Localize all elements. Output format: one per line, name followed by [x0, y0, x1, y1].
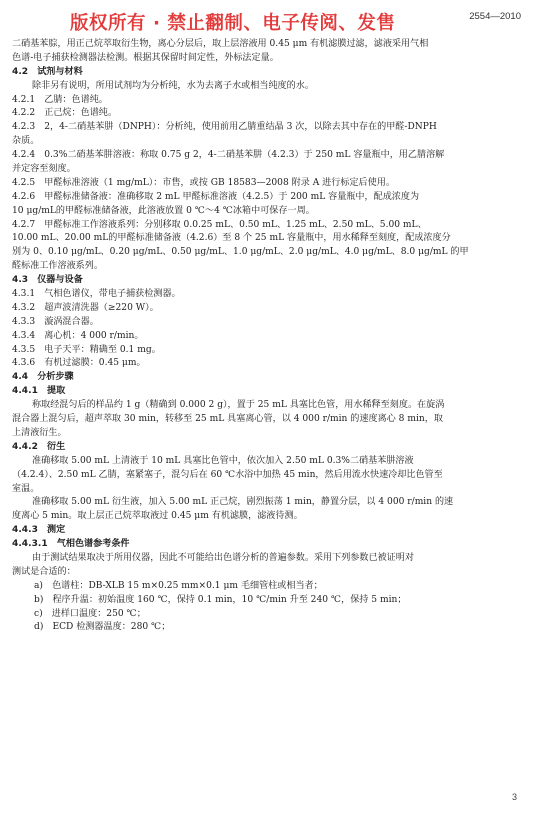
clause-line: 4.2.5 甲醛标准溶液（1 mg/mL）：市售，或按 GB 18583—2008 附录 A 进行标定后使用。 — [12, 177, 395, 188]
section-heading: 4.2 试剂与材料 — [12, 66, 83, 77]
paragraph-line: 称取经混匀后的样品约 1 g（精确到 0.000 2 g），置于 25 mL 具塞比色管，用水稀释至刻度。在旋涡 — [32, 400, 445, 411]
subsection-heading: 4.4.3.1 气相色谱参考条件 — [12, 539, 130, 550]
clause-line: 4.3.3 漩涡混合器。 — [12, 316, 99, 327]
section-heading: 4.4 分析步骤 — [12, 372, 74, 383]
clause-line: 4.2.6 甲醛标准储备液：准确移取 2 mL 甲醛标准溶液（4.2.5）于 200 mL 容量瓶中，配成浓度为 — [12, 191, 420, 202]
list-item: c) 进样口温度：250 ℃； — [34, 608, 146, 619]
paragraph-line: 除非另有说明，所用试剂均为分析纯，水为去离子水或相当纯度的水。 — [32, 80, 314, 91]
paragraph-line: 二硝基苯腙，用正己烷萃取衍生物，离心分层后，取上层溶液用 0.45 μm 有机滤膜过滤，滤液采用气相 — [12, 39, 429, 49]
standard-number: 2554—2010 — [469, 11, 521, 22]
list-item: b) 程序升温：初始温度 160 ℃，保持 0.1 min，10 ℃/min 升至 240 ℃，保持 5 min； — [34, 594, 407, 605]
clause-line: 4.3.4 离心机：4 000 r/min。 — [12, 330, 144, 341]
paragraph-line: 度离心 5 min。取上层正己烷萃取液过 0.45 μm 有机滤膜，滤液待测。 — [12, 511, 303, 522]
paragraph-line: 准确移取 5.00 mL 衍生液，加入 5.00 mL 正己烷，剧烈振荡 1 min，静置分层，以 4 000 r/min 的速 — [32, 497, 454, 508]
clause-line: 杂质。 — [12, 136, 40, 147]
clause-line: 4.3.1 气相色谱仪，带电子捕获检测器。 — [12, 289, 181, 300]
page-number: 3 — [511, 792, 517, 802]
clause-line: 4.2.3 2，4-二硝基苯肼（DNPH）：分析纯，使用前用乙腈重结晶 3 次，以除去其中存在的甲醛-DNPH — [12, 122, 437, 133]
paragraph-line: 室温。 — [12, 483, 40, 494]
paragraph-line: 测试是合适的： — [12, 566, 76, 577]
paragraph-line: 混合器上混匀后，超声萃取 30 min，转移至 25 mL 具塞离心管，以 4 000 r/min 的速度离心 8 min，取 — [12, 414, 443, 425]
paragraph-line: （4.2.4）、2.50 mL 乙腈，塞紧塞子，混匀后在 60 ℃水浴中加热 45 min，然后用流水快速冷却比色管至 — [12, 469, 443, 480]
clause-line: 4.2.4 0.3%二硝基苯肼溶液：称取 0.75 g 2，4-二硝基苯肼（4.2.3）于 250 mL 容量瓶中，用乙腈溶解 — [12, 150, 445, 161]
list-item: d) ECD 检测器温度：280 ℃； — [34, 622, 171, 633]
clause-line: 别为 0、0.10 μg/mL、0.20 μg/mL、0.50 μg/mL、1.0 μg/mL、2.0 μg/mL、4.0 μg/mL、8.0 μg/mL 的甲 — [12, 247, 469, 258]
clause-line: 并定容至刻度。 — [12, 164, 76, 175]
watermark-banner: 版权所有 · 禁止翻制、电子传阅、发售 — [70, 13, 396, 34]
list-item: a) 色谱柱：DB-XLB 15 m×0.25 mm×0.1 μm 毛细管柱或相当者； — [34, 580, 323, 591]
section-heading: 4.3 仪器与设备 — [12, 275, 83, 286]
paragraph-line: 色谱-电子捕获检测器法检测。根据其保留时间定性，外标法定量。 — [12, 52, 279, 63]
clause-line: 4.3.2 超声波清洗器（≥220 W）。 — [12, 302, 159, 313]
clause-line: 4.3.6 有机过滤膜：0.45 μm。 — [12, 358, 146, 369]
clause-line: 4.2.1 乙腈：色谱纯。 — [12, 94, 108, 105]
paragraph-line: 由于测试结果取决于所用仪器，因此不可能给出色谱分析的普遍参数。采用下列参数已被证明对 — [32, 552, 414, 563]
subsection-heading: 4.4.2 衍生 — [12, 441, 66, 452]
clause-line: 4.3.5 电子天平：精确至 0.1 mg。 — [12, 344, 161, 355]
clause-line: 4.2.7 甲醛标准工作溶液系列：分别移取 0.0.25 mL、0.50 mL、1.25 mL、2.50 mL、5.00 mL、 — [12, 219, 427, 230]
clause-line: 10 μg/mL的甲醛标准储备液，此溶液放置 0 ℃～4 ℃冰箱中可保存一周。 — [12, 205, 315, 216]
clause-line: 10.00 mL、20.00 mL的甲醛标准储备液（4.2.6）至 8 个 25 mL 容量瓶中，用水稀释至刻度，配成浓度分 — [12, 233, 451, 244]
paragraph-line: 上清液衍生。 — [12, 427, 67, 438]
subsection-heading: 4.4.3 测定 — [12, 525, 66, 536]
clause-line: 醛标准工作溶液系列。 — [12, 261, 103, 272]
clause-line: 4.2.2 正己烷：色谱纯。 — [12, 108, 117, 119]
subsection-heading: 4.4.1 提取 — [12, 386, 66, 397]
document-body — [12, 38, 522, 635]
paragraph-line: 准确移取 5.00 mL 上清液于 10 mL 具塞比色管中，依次加入 2.50 mL 0.3%二硝基苯肼溶液 — [32, 455, 414, 466]
